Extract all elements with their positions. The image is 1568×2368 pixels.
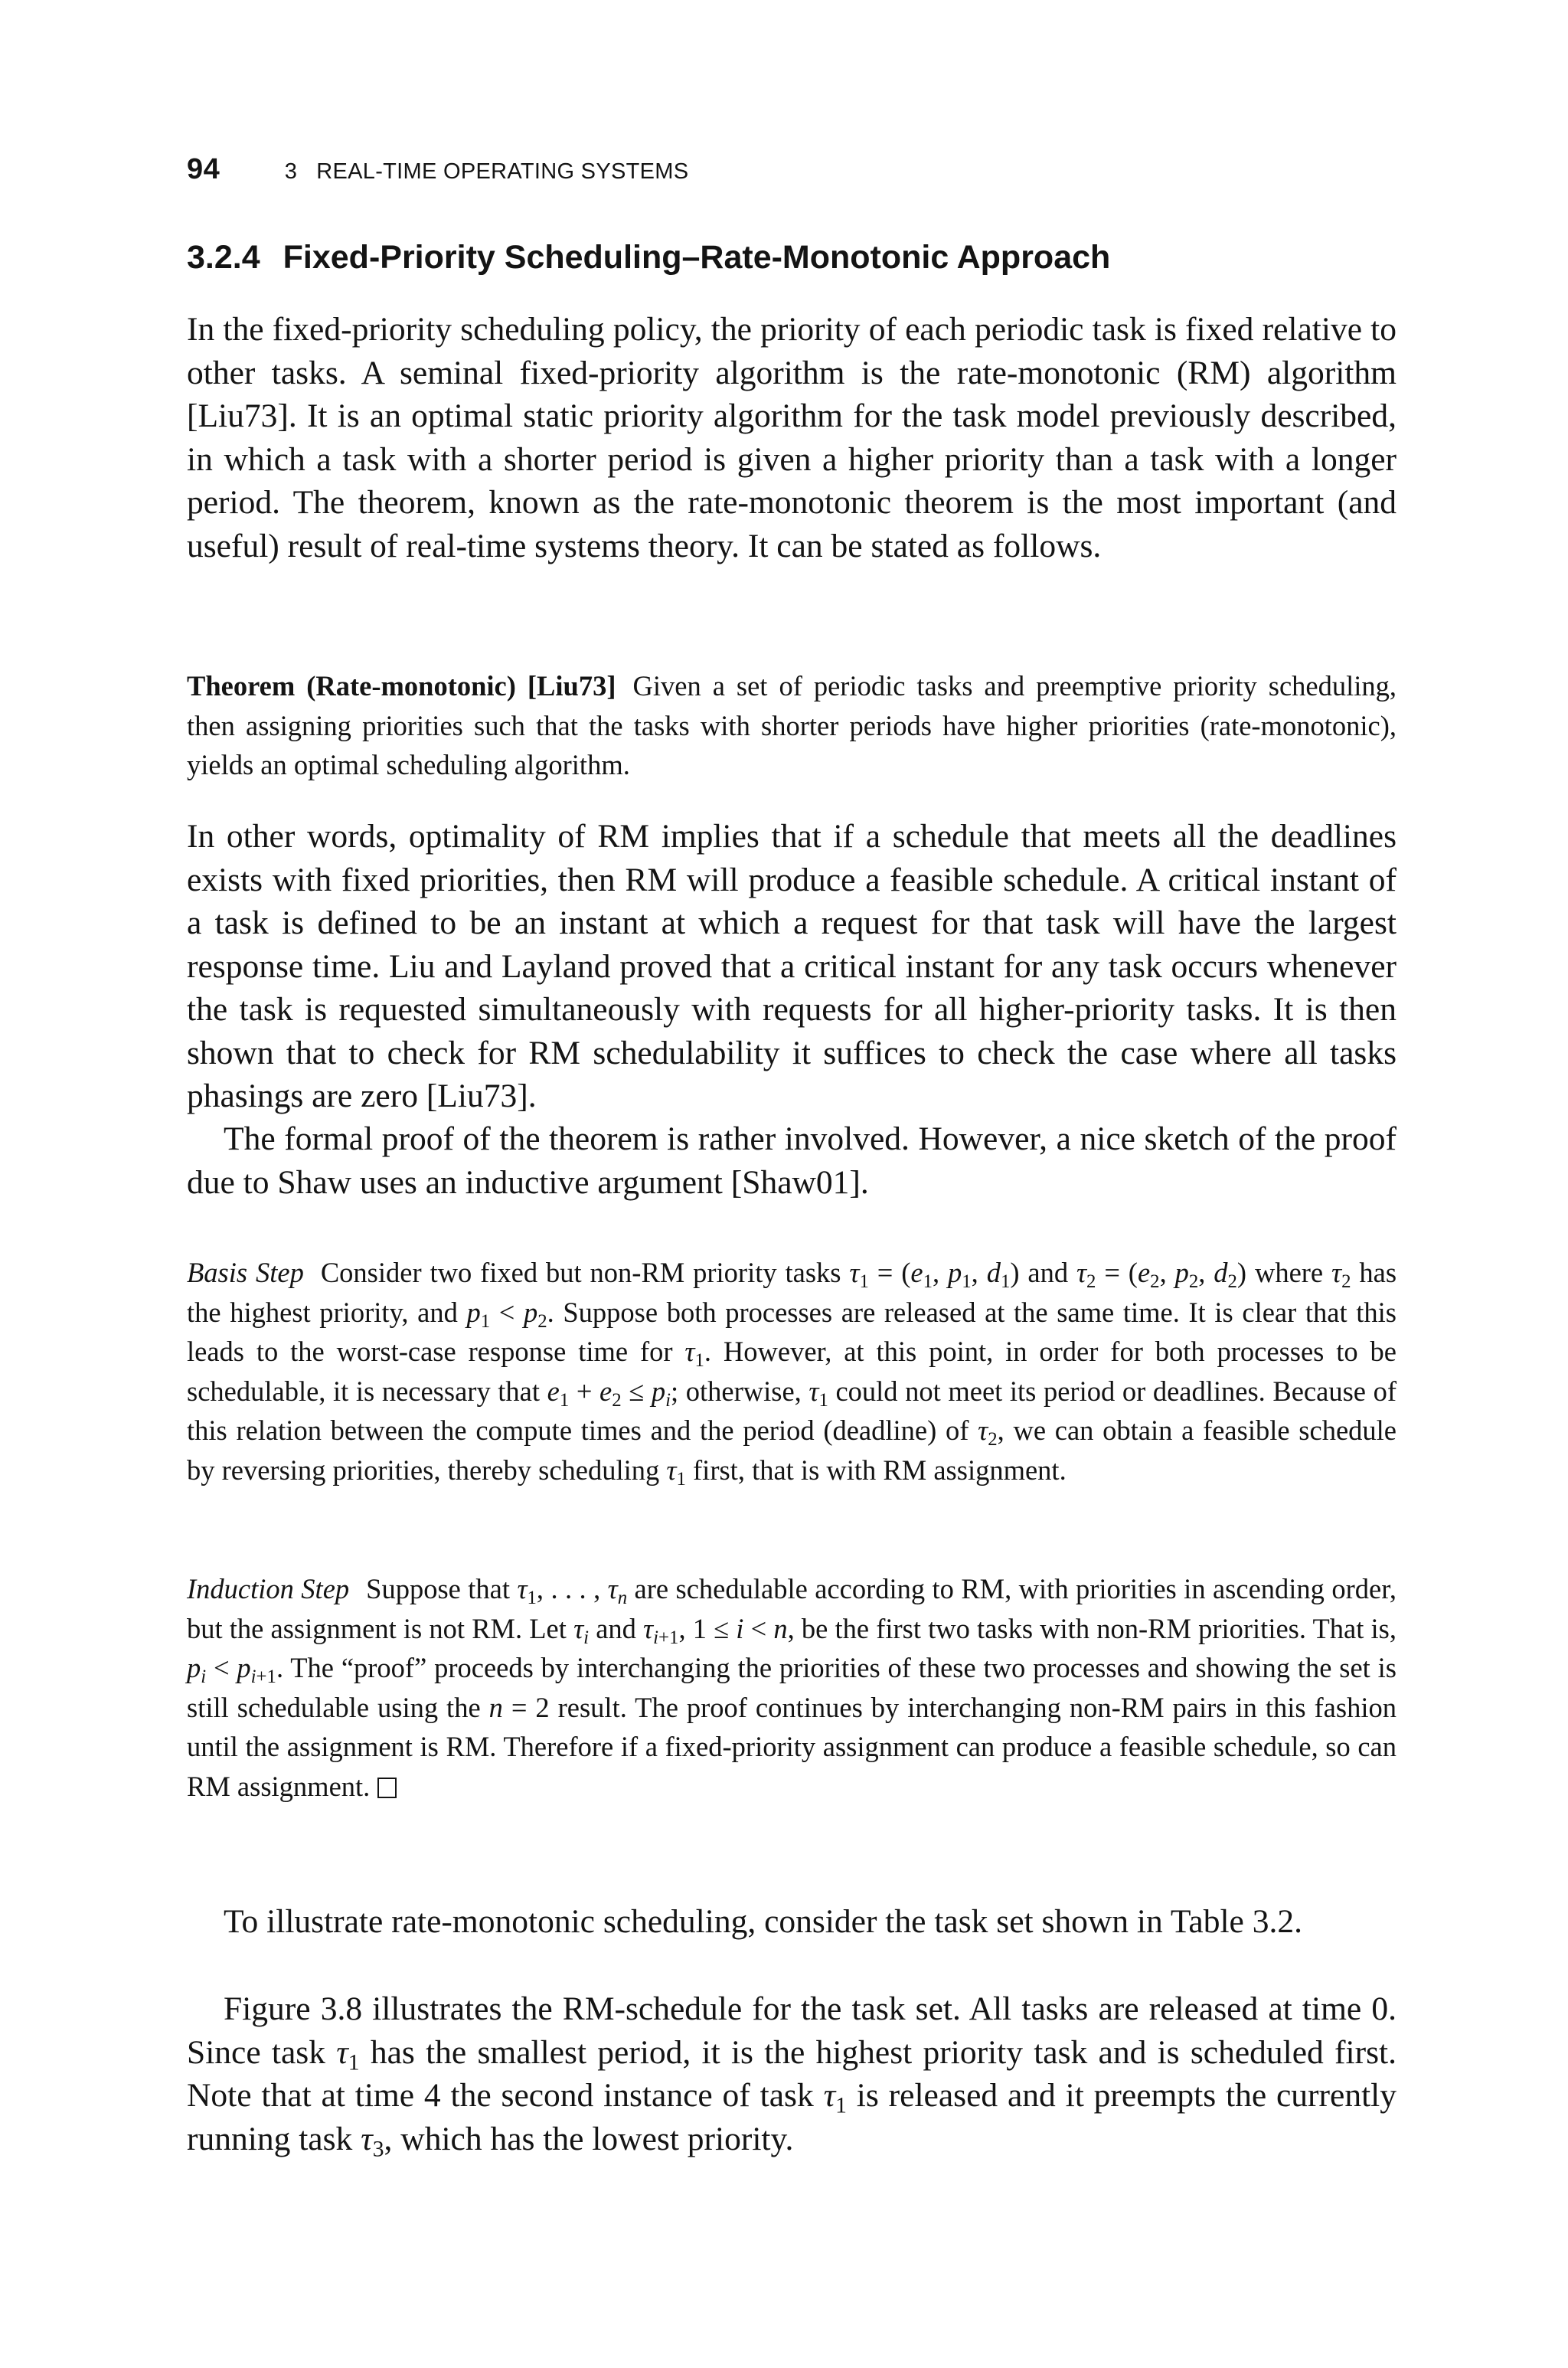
- theorem-block: [187, 666, 1396, 785]
- induction-text: are schedulable according to RM, with priorities in ascending order, but the assignment is not RM. Let: [187, 1573, 1397, 1644]
- figure-ref-text: Figure 3.8 illustrates the RM-schedule for the task set. All tasks are released at time 0. Since task: [187, 1990, 1396, 2071]
- basis-text: , we can obtain a feasible schedule by reversing priorities, thereby scheduling: [187, 1415, 1396, 1486]
- basis-text: could not meet its period or deadlines. Because of this relation between the compute times and the period (deadline) of: [187, 1375, 1396, 1446]
- basis-text: has the highest priority, and: [187, 1257, 1397, 1328]
- page-header: [187, 153, 1396, 186]
- qed-box-icon: [377, 1778, 397, 1798]
- basis-step-title: Basis Step: [187, 1257, 304, 1288]
- section-number: 3.2.4: [187, 239, 260, 276]
- induction-text: . The “proof” proceeds by interchanging the priorities of these two processes and showing the set is still schedulable using the: [187, 1652, 1396, 1723]
- section-title: Fixed-Priority Scheduling–Rate-Monotonic Approach: [283, 239, 1111, 276]
- section-heading: [187, 239, 1110, 276]
- paragraph-optimality: In other words, optimality of RM implies that if a schedule that meets all the deadlines exists with fixed priorities, then RM will produce a feasible schedule. A critical instant of a task is defined to be an instant at which a request for that task will have the largest response time. Liu and Layland proved that a critical instant for any task occurs whenever the task is requested simultaneously with requests for all higher-priority tasks. It is then shown that to check for RM schedulability it suffices to check the case where all tasks phasings are zero [Liu73].: [187, 818, 1396, 1114]
- basis-text: ; otherwise,: [671, 1375, 809, 1407]
- induction-text: result. The proof continues by interchanging non-RM pairs in this fashion until the assignment is RM. Therefore if a fixed-priority assignment can produce a feasible schedule, so can RM assignment.: [187, 1691, 1396, 1802]
- page-number: 94: [187, 153, 220, 185]
- basis-step-block: Basis Step Consider two fixed but non-RM priority tasks $\tau_1 = (e_1$, $p_1$, $d_1$) and $\tau_2 = (e_2$, $p_2$, $d_2$) where $\tau_2$ has the highest priority, and $p_1 < p_2$. Suppose both processes are released at the same time. It is clear that this leads to the worst-case response time for $\tau_1$. However, at this point, in order for both processes to be schedulable, it is necessary that $e_1 + e_2 \le p_i$; otherwise, $\tau_1$ could not meet its period or deadlines. Because of this relation between the compute times and the period (deadline) of $\tau_2$, we can obtain a feasible schedule by reversing priorities, thereby scheduling $\tau_1$ first, that is with RM assignment.: [187, 1257, 1397, 1490]
- paragraph-proof-intro: The formal proof of the theorem is rather involved. However, a nice sketch of the proof due to Shaw uses an inductive argument [Shaw01].: [187, 1120, 1396, 1201]
- basis-text: . Suppose both processes are released at the same time. It is clear that this leads to the worst-case response time for: [187, 1296, 1396, 1367]
- induction-step-title: Induction Step: [187, 1573, 350, 1604]
- basis-text: Consider two fixed but non-RM priority tasks: [320, 1257, 850, 1288]
- basis-text: first, that is with RM assignment.: [685, 1454, 1067, 1486]
- paragraph-intro: In the fixed-priority scheduling policy, the priority of each periodic task is fixed relative to other tasks. A seminal fixed-priority algorithm is the rate-monotonic (RM) algorithm [Liu73]. It is an optimal static priority algorithm for the task model previously described, in which a task with a shorter period is given a higher priority than a task with a longer period. The theorem, known as the rate-monotonic theorem is the most important (and useful) result of real-time systems theory. It can be stated as follows.: [187, 311, 1396, 564]
- figure-ref-text: has the smallest period, it is the highest priority task and is scheduled first. Note that at time 4 the second instance of task: [187, 2033, 1396, 2114]
- figure-ref-text: , which has the lowest priority.: [384, 2120, 794, 2157]
- theorem-title: Theorem (Rate-monotonic) [Liu73]: [187, 670, 616, 702]
- induction-step-block: Induction Step Suppose that $\tau_1$, . . . , $\tau_n$ are schedulable according to RM, with priorities in ascending order, but the assignment is not RM. Let $\tau_i$ and $\tau_{i+1}$, 1 ≤ i < n, be the first two tasks with non-RM priorities. That is, $p_i < p_{i+1}$. The “proof” proceeds by interchanging the priorities of these two processes and showing the set is still schedulable using the n = 2 result. The proof continues by interchanging non-RM pairs in this fashion until the assignment is RM. Therefore if a fixed-priority assignment can produce a feasible schedule, so can RM assignment.: [187, 1573, 1397, 1802]
- basis-text: . However, at this point, in order for both processes to be schedulable, it is necessary that: [187, 1336, 1396, 1407]
- paragraph-illustrate: To illustrate rate-monotonic scheduling, consider the task set shown in Table 3.2.: [224, 1903, 1302, 1940]
- running-head: 3 REAL-TIME OPERATING SYSTEMS: [284, 159, 689, 184]
- basis-text: where: [1246, 1257, 1332, 1288]
- figure-ref-text: is released and it preempts the currently running task: [187, 2077, 1396, 2157]
- paragraph-figure-reference: Figure 3.8 illustrates the RM-schedule for the task set. All tasks are released at time 0. Since task $\tau_1$ has the smallest period, it is the highest priority task and is scheduled first. Note that at time 4 the second instance of task $\tau_1$ is released and it preempts the currently running task $\tau_3$, which has the lowest priority.: [187, 1990, 1396, 2161]
- induction-text: and: [589, 1612, 644, 1644]
- induction-text: Suppose that: [366, 1573, 518, 1604]
- theorem-text: Given a set of periodic tasks and preemptive priority scheduling, then assigning priorities such that the tasks with shorter periods have higher priorities (rate-monotonic), yields an optimal scheduling algorithm.: [187, 670, 1397, 780]
- induction-text: , be the first two tasks with non-RM priorities. That is,: [787, 1612, 1396, 1644]
